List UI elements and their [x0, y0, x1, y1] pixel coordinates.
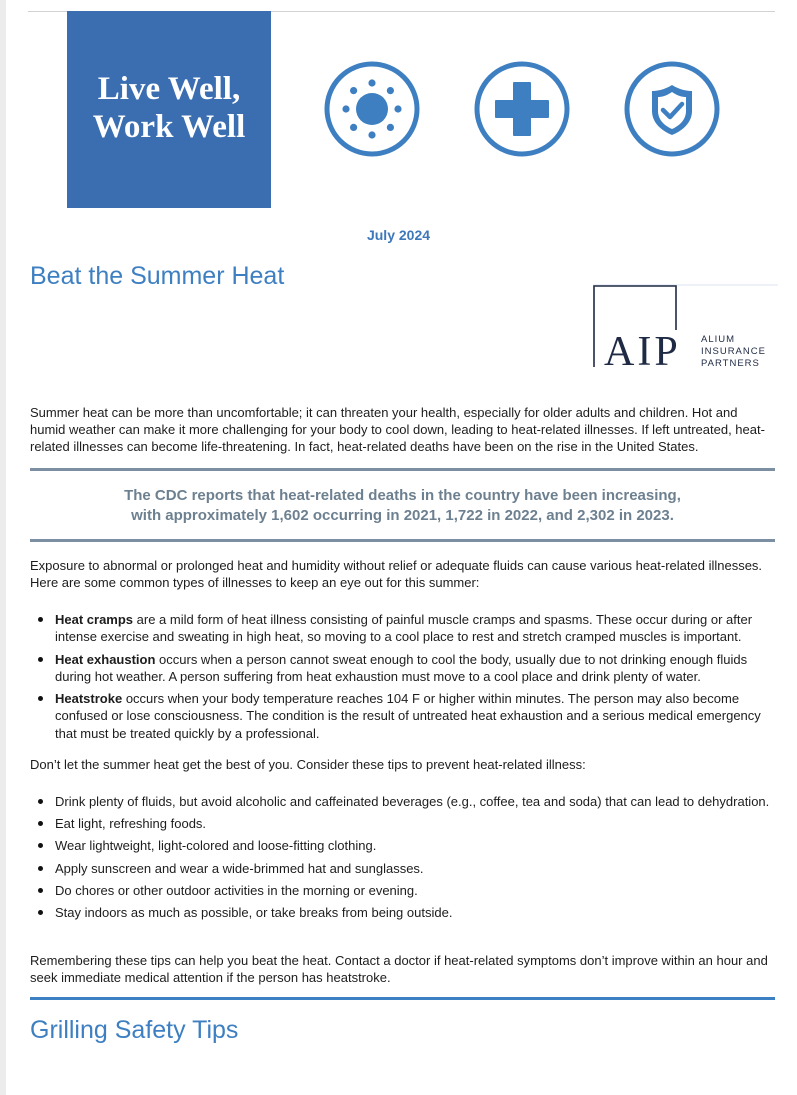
callout-top-rule — [30, 468, 775, 471]
cdc-callout — [30, 486, 775, 526]
exposure-paragraph: Exposure to abnormal or prolonged heat and humidity without relief or adequate fluids can cause various heat-related illnesses. Here are some common types of illnesses to keep an eye out for this summer: — [30, 558, 763, 591]
aip-logo — [590, 283, 780, 373]
list-item: Apply sunscreen and wear a wide-brimmed hat and sunglasses. — [30, 860, 775, 877]
callout-line-1: The CDC reports that heat-related deaths in the country have been increasing, — [124, 487, 681, 504]
logo-letters: AIP — [604, 329, 681, 373]
illness-list — [30, 611, 775, 747]
banner-title: Live Well, Work Well — [92, 70, 246, 145]
sun-icon — [324, 61, 420, 157]
logo-line-1: ALIUM — [701, 334, 736, 345]
section-divider — [30, 997, 775, 1000]
tips-intro: Don’t let the summer heat get the best of you. Consider these tips to prevent heat-related illness: — [30, 757, 586, 772]
section-heading-summer-heat: Beat the Summer Heat — [30, 262, 285, 290]
page-left-edge — [0, 0, 6, 1095]
list-item: Eat light, refreshing foods. — [30, 815, 775, 832]
title-banner — [67, 11, 271, 208]
tips-list — [30, 793, 775, 926]
shield-check-icon — [624, 61, 720, 157]
illness-term: Heatstroke — [55, 691, 123, 707]
list-item: Do chores or other outdoor activities in the morning or evening. — [30, 882, 775, 899]
intro-paragraph: Summer heat can be more than uncomfortable; it can threaten your health, especially for older adults and children. Hot and humid weather can make it more challenging for your body to cool down, leading to heat-related illnesses. If left untreated, heat-related illnesses can become life-threatening. In fact, heat-related deaths have been on the rise in the United States. — [30, 405, 765, 455]
illness-text: occurs when a person cannot sweat enough to cool the body, usually due to not drinking enough fluids during hot weather. A person suffering from heat exhaustion must move to a cool place and drink plenty of water. — [55, 651, 748, 684]
issue-date: July 2024 — [366, 227, 431, 243]
illness-term: Heat cramps — [55, 612, 134, 627]
callout-bottom-rule — [30, 539, 775, 542]
logo-line-2: INSURANCE — [701, 346, 766, 357]
list-item — [30, 690, 775, 742]
illness-text: are a mild form of heat illness consisting of painful muscle cramps and spasms. These occur during or after intense exercise and sweating in high heat, so moving to a cool place to rest and stretch cramped muscles is important. — [55, 612, 753, 645]
medical-cross-icon — [474, 61, 570, 157]
illness-term: Heat exhaustion — [55, 651, 156, 667]
closing-paragraph: Remembering these tips can help you beat the heat. Contact a doctor if heat-related symptoms don’t improve within an hour and seek immediate medical attention if the person has heatstroke. — [30, 953, 768, 986]
list-item: Wear lightweight, light-colored and loose-fitting clothing. — [30, 837, 775, 854]
list-item — [30, 611, 775, 645]
list-item: Drink plenty of fluids, but avoid alcoholic and caffeinated beverages (e.g., coffee, tea and soda) that can lead to dehydration. — [30, 793, 775, 810]
list-item — [30, 651, 775, 685]
illness-text: occurs when your body temperature reaches 104 F or higher within minutes. The person may also become confused or lose consciousness. The condition is the result of untreated heat exhaustion and a serious medical emergency that must be treated quickly by a professional. — [55, 691, 761, 741]
logo-line-3: PARTNERS — [701, 358, 760, 369]
list-item: Stay indoors as much as possible, or take breaks from being outside. — [30, 904, 775, 921]
section-heading-grilling: Grilling Safety Tips — [30, 1016, 239, 1044]
callout-line-2: with approximately 1,602 occurring in 2021, 1,722 in 2022, and 2,302 in 2023. — [131, 507, 674, 524]
